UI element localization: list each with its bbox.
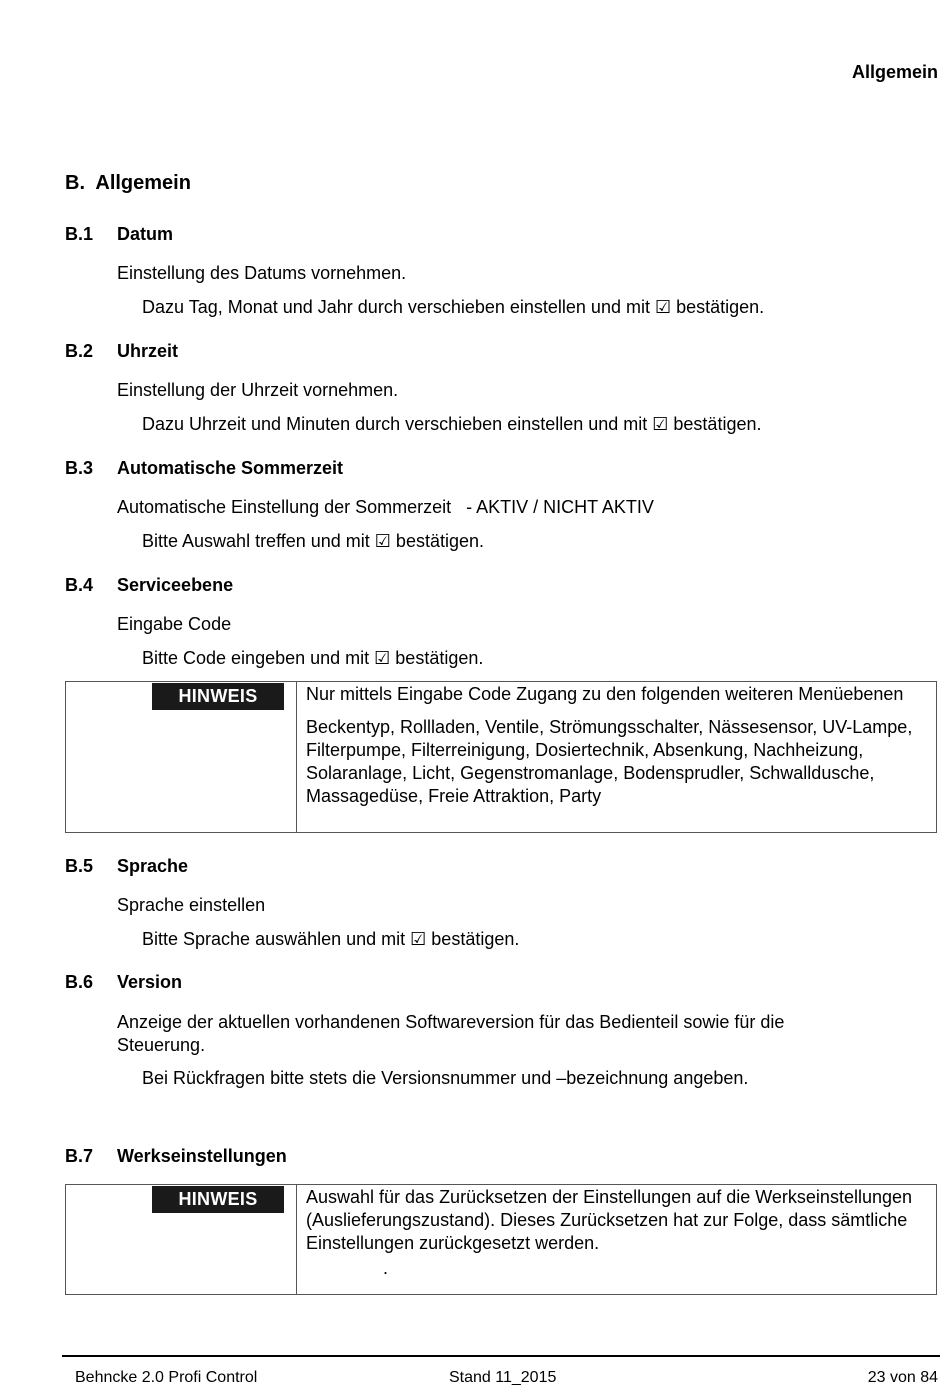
hint-label-cell [66, 682, 297, 832]
section-title: Sprache [117, 856, 189, 876]
section-text: Eingabe Code [117, 614, 232, 634]
section-title: Datum [117, 224, 174, 244]
section-heading-uhrzeit [65, 341, 178, 362]
chapter-title [65, 172, 191, 195]
section-heading-sommerzeit [65, 458, 343, 479]
chapter-label: B. [65, 172, 85, 194]
section-instruction: Bitte Auswahl treffen und mit ☑ bestätigen. [142, 531, 484, 551]
section-instruction: Bei Rückfragen bitte stets die Versionsnummer und –bezeichnung angeben. [142, 1068, 749, 1088]
footer-divider [62, 1355, 940, 1357]
section-text: Einstellung des Datums vornehmen. [117, 263, 407, 283]
footer-product: Behncke 2.0 Profi Control [75, 1369, 258, 1386]
hint-content [297, 1185, 936, 1294]
section-number: B.6 [65, 972, 94, 992]
chapter-title-text: Allgemein [95, 172, 191, 194]
hint-menu-list: Beckentyp, Rollladen, Ventile, Strömungsschalter, Nässesensor, UV-Lampe, Filterpumpe, Filterreinigung, Dosiertechnik, Absenkung, Nachheizung, Solaranlage, Licht, Gegenstromanlage, Bodensprudler, Schwalldusche, Massagedüse, Freie Attraktion, Party [306, 717, 913, 806]
section-title: Serviceebene [117, 575, 234, 595]
section-heading-serviceebene [65, 575, 233, 596]
running-header-title: Allgemein [851, 62, 938, 82]
section-instruction: Bitte Code eingeben und mit ☑ bestätigen. [142, 648, 484, 668]
section-text: Einstellung der Uhrzeit vornehmen. [117, 380, 399, 400]
section-instruction: Dazu Tag, Monat und Jahr durch verschieben einstellen und mit ☑ bestätigen. [142, 297, 765, 317]
hint-label-cell [66, 1185, 297, 1294]
section-text: Anzeige der aktuellen vorhandenen Softwareversion für das Bedienteil sowie für die Steuerung. [117, 1012, 785, 1055]
hint-content [297, 682, 936, 832]
hint-paragraph: Auswahl für das Zurücksetzen der Einstellungen auf die Werkseinstellungen (Auslieferungszustand). Dieses Zurücksetzen hat zur Folge, dass sämtliche Einstellungen zurückgesetzt werden. [306, 1187, 913, 1253]
section-text: Automatische Einstellung der Sommerzeit - AKTIV / NICHT AKTIV [117, 497, 654, 517]
section-heading-datum [65, 224, 173, 245]
section-number: B.3 [65, 458, 94, 478]
section-number: B.7 [65, 1146, 94, 1166]
hint-trailing-mark: . [383, 1258, 389, 1278]
section-title: Version [117, 972, 183, 992]
section-title: Uhrzeit [117, 341, 179, 361]
section-title: Automatische Sommerzeit [117, 458, 344, 478]
section-text: Sprache einstellen [117, 895, 266, 915]
section-title: Werkseinstellungen [117, 1146, 287, 1166]
hint-paragraph: Nur mittels Eingabe Code Zugang zu den folgenden weiteren Menüebenen [306, 684, 904, 704]
hint-box-serviceebene [65, 681, 937, 833]
section-instruction: Bitte Sprache auswählen und mit ☑ bestätigen. [142, 929, 520, 949]
section-heading-werkseinstellungen [65, 1146, 287, 1167]
section-number: B.2 [65, 341, 94, 361]
footer-version: Stand 11_2015 [449, 1369, 557, 1386]
section-instruction: Dazu Uhrzeit und Minuten durch verschieben einstellen und mit ☑ bestätigen. [142, 414, 762, 434]
hint-box-werkseinstellungen [65, 1184, 937, 1295]
section-number: B.5 [65, 856, 94, 876]
section-number: B.1 [65, 224, 94, 244]
hinweis-badge: HINWEIS [152, 1186, 284, 1213]
section-number: B.4 [65, 575, 94, 595]
section-heading-sprache [65, 856, 188, 877]
footer-page-number: 23 von 84 [867, 1369, 938, 1386]
section-heading-version [65, 972, 182, 993]
hinweis-badge: HINWEIS [152, 683, 284, 710]
